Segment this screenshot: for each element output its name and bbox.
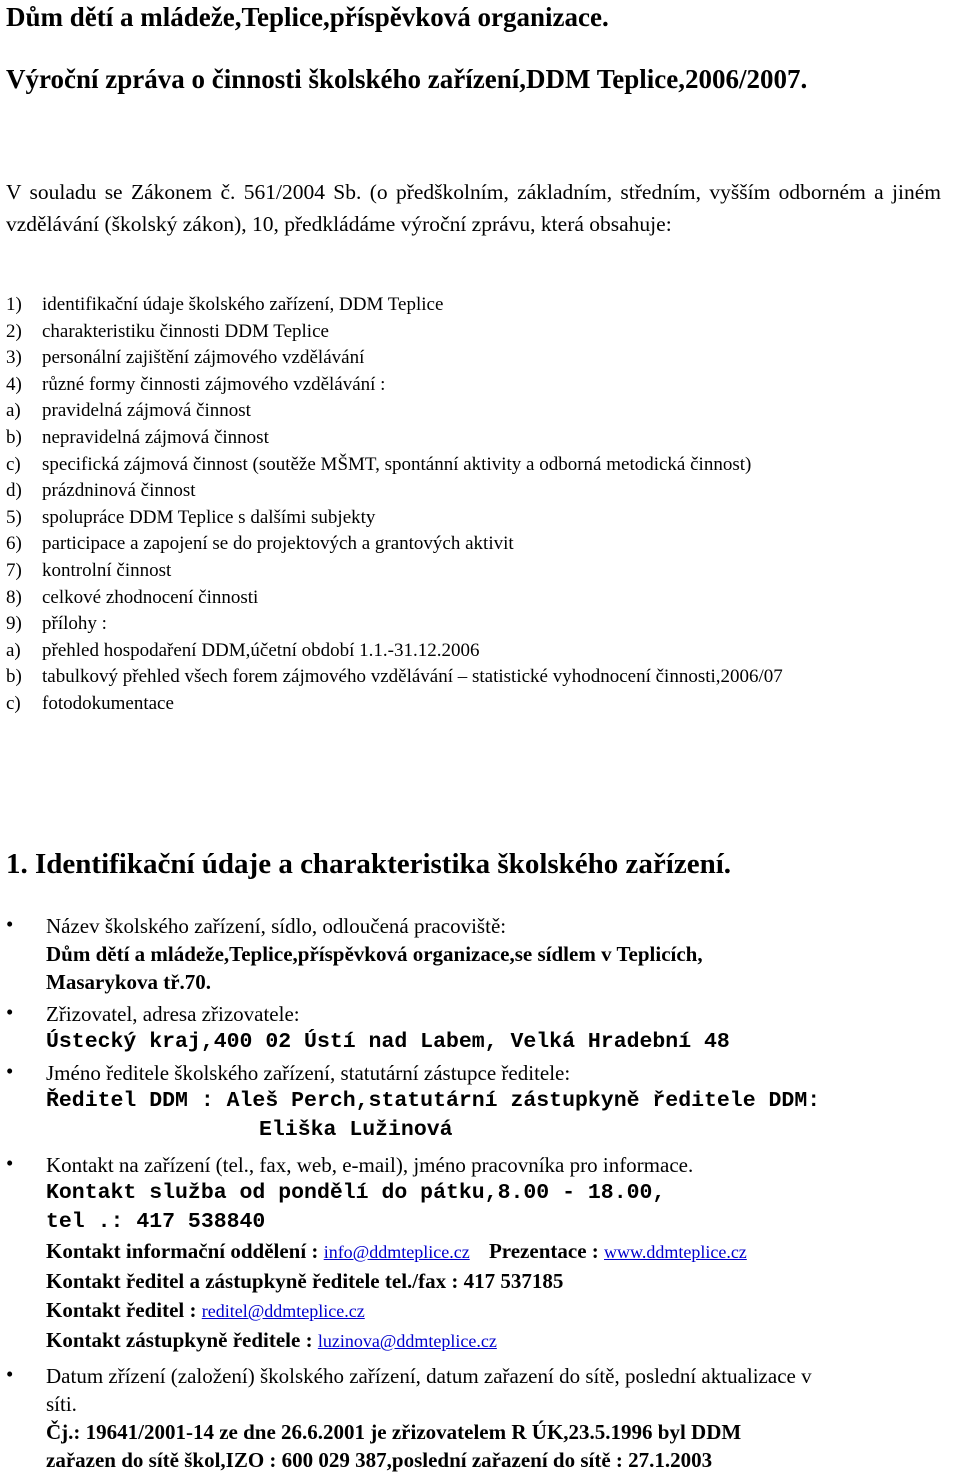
contents-item-text: kontrolní činnost xyxy=(42,559,172,581)
contents-item-marker: c) xyxy=(6,453,21,475)
contents-item-text: participace a zapojení se do projektových a grantových aktivit xyxy=(42,533,514,555)
contents-item-text: různé formy činnosti zájmového vzdělávání : xyxy=(42,373,386,395)
contents-item xyxy=(6,345,783,372)
deputy-email-line xyxy=(46,1326,956,1356)
bullet-name xyxy=(6,912,956,996)
presentation-label: Prezentace : xyxy=(488,1239,599,1263)
info-label: Kontakt informační oddělení : xyxy=(46,1239,319,1263)
contents-item-marker: c) xyxy=(6,692,21,714)
director-value-2: Eliška Lužinová xyxy=(259,1118,453,1142)
contents-item-text: tabulkový přehled všech forem zájmového vzdělávání – statistické vyhodnocení činnosti,2006/07 xyxy=(42,666,783,688)
contents-item xyxy=(6,558,783,585)
contents-item-text: přílohy : xyxy=(42,613,107,635)
contents-item-text: prázdninová činnost xyxy=(42,480,196,502)
director-email-link[interactable]: reditel@ddmteplice.cz xyxy=(201,1301,365,1321)
contents-item xyxy=(6,531,783,558)
bullet-icon: • xyxy=(6,1000,14,1024)
contents-item xyxy=(6,478,783,505)
contact-service-phone: tel .: 417 538840 xyxy=(46,1210,266,1234)
contact-label: Kontakt na zařízení (tel., fax, web, e-mail), jméno pracovníka pro informace. xyxy=(46,1153,694,1177)
contents-item-marker: 2) xyxy=(6,320,22,342)
section-heading: 1. Identifikační údaje a charakteristika školského zařízení. xyxy=(6,848,732,880)
contents-item xyxy=(6,691,783,718)
contents-item-marker: b) xyxy=(6,666,22,688)
director-phone: Kontakt ředitel a zástupkyně ředitele tel./fax : 417 537185 xyxy=(46,1269,564,1293)
contents-list xyxy=(6,292,783,718)
contents-item xyxy=(6,638,783,665)
contents-item-marker: a) xyxy=(6,400,21,422)
contact-service-hours: Kontakt služba od pondělí do pátku,8.00 - 18.00, xyxy=(46,1181,666,1205)
director-email-label: Kontakt ředitel : xyxy=(46,1298,197,1322)
contents-item xyxy=(6,398,783,425)
bullet-founding xyxy=(6,1362,956,1474)
bullet-icon: • xyxy=(6,1151,14,1175)
contents-item-marker: 5) xyxy=(6,506,22,528)
contents-item-marker: 4) xyxy=(6,373,22,395)
name-value-2: Masarykova tř.70. xyxy=(46,970,212,994)
bullet-founder xyxy=(6,1000,956,1057)
contents-item xyxy=(6,664,783,691)
contents-item-text: nepravidelná zájmová činnost xyxy=(42,426,269,448)
contents-item-marker: 8) xyxy=(6,586,22,608)
contents-item-marker: 1) xyxy=(6,294,22,315)
contents-item xyxy=(6,585,783,612)
contents-item-marker: d) xyxy=(6,480,22,502)
contents-item-text: spolupráce DDM Teplice s dalšími subjekty xyxy=(42,506,376,528)
bullet-icon: • xyxy=(6,1362,14,1386)
bullet-icon: • xyxy=(6,1059,14,1083)
contents-item-text: přehled hospodaření DDM,účetní období 1.1.-31.12.2006 xyxy=(42,639,480,661)
contents-item xyxy=(6,611,783,638)
founder-label: Zřizovatel, adresa zřizovatele: xyxy=(46,1002,300,1026)
bullet-icon: • xyxy=(6,912,14,936)
intro-paragraph: V souladu se Zákonem č. 561/2004 Sb. (o předškolním, základním, středním, vyšším odborném a jiném vzdělávání (školský zákon), 10, předkládáme výroční zprávu, která obsahuje: xyxy=(6,180,941,236)
contents-item-text: celkové zhodnocení činnosti xyxy=(42,586,259,608)
info-email-link[interactable]: info@ddmteplice.cz xyxy=(323,1242,470,1262)
founding-value-2: zařazen do sítě škol,IZO : 600 029 387,poslední zařazení do sítě : 27.1.2003 xyxy=(46,1448,713,1472)
website-link[interactable]: www.ddmteplice.cz xyxy=(604,1242,747,1262)
deputy-email-label: Kontakt zástupkyně ředitele : xyxy=(46,1328,313,1352)
founding-label: Datum zřízení (založení) školského zařízení, datum zařazení do sítě, poslední aktualizace v síti. xyxy=(46,1364,812,1416)
bullet-director xyxy=(6,1059,956,1145)
contents-item xyxy=(6,425,783,452)
contents-item xyxy=(6,372,783,399)
director-value-1: Ředitel DDM : Aleš Perch,statutární zástupkyně ředitele DDM: xyxy=(46,1089,821,1113)
contents-item xyxy=(6,319,783,346)
director-label: Jméno ředitele školského zařízení, statutární zástupce ředitele: xyxy=(46,1061,571,1085)
document-title: Dům dětí a mládeže,Teplice,příspěvková organizace. xyxy=(6,2,609,32)
contents-item-marker: 7) xyxy=(6,559,22,581)
contents-item xyxy=(6,505,783,532)
deputy-email-link[interactable]: luzinova@ddmteplice.cz xyxy=(317,1331,497,1351)
contents-item-text: identifikační údaje školského zařízení, DDM Teplice xyxy=(42,294,444,315)
contents-item-text: personální zajištění zájmového vzdělávání xyxy=(42,347,365,369)
contents-item-text: fotodokumentace xyxy=(42,692,174,714)
name-value-1: Dům dětí a mládeže,Teplice,příspěvková organizace,se sídlem v Teplicích, xyxy=(46,942,703,966)
contents-item-marker: 6) xyxy=(6,533,22,555)
contents-item-text: charakteristiku činnosti DDM Teplice xyxy=(42,320,329,342)
identification-bullets xyxy=(6,912,956,1474)
contents-item-marker: a) xyxy=(6,639,21,661)
director-email-line xyxy=(46,1296,956,1326)
contents-item xyxy=(6,452,783,479)
contents-item-text: specifická zájmová činnost (soutěže MŠMT, spontánní aktivity a odborná metodická činnost) xyxy=(42,453,752,475)
report-subtitle: Výroční zpráva o činnosti školského zařízení,DDM Teplice,2006/2007. xyxy=(6,64,808,94)
contents-item-marker: 3) xyxy=(6,347,22,369)
contents-item xyxy=(6,292,783,319)
founder-value: Ústecký kraj,400 02 Ústí nad Labem, Velká Hradební 48 xyxy=(46,1030,730,1054)
contents-item-text: pravidelná zájmová činnost xyxy=(42,400,251,422)
bullet-contact xyxy=(6,1151,956,1356)
info-contact-line xyxy=(46,1237,956,1267)
name-label: Název školského zařízení, sídlo, odloučená pracoviště: xyxy=(46,914,507,938)
founding-value-1: Čj.: 19641/2001-14 ze dne 26.6.2001 je zřizovatelem R ÚK,23.5.1996 byl DDM xyxy=(46,1420,742,1444)
contents-item-marker: 9) xyxy=(6,613,22,635)
contents-item-marker: b) xyxy=(6,426,22,448)
